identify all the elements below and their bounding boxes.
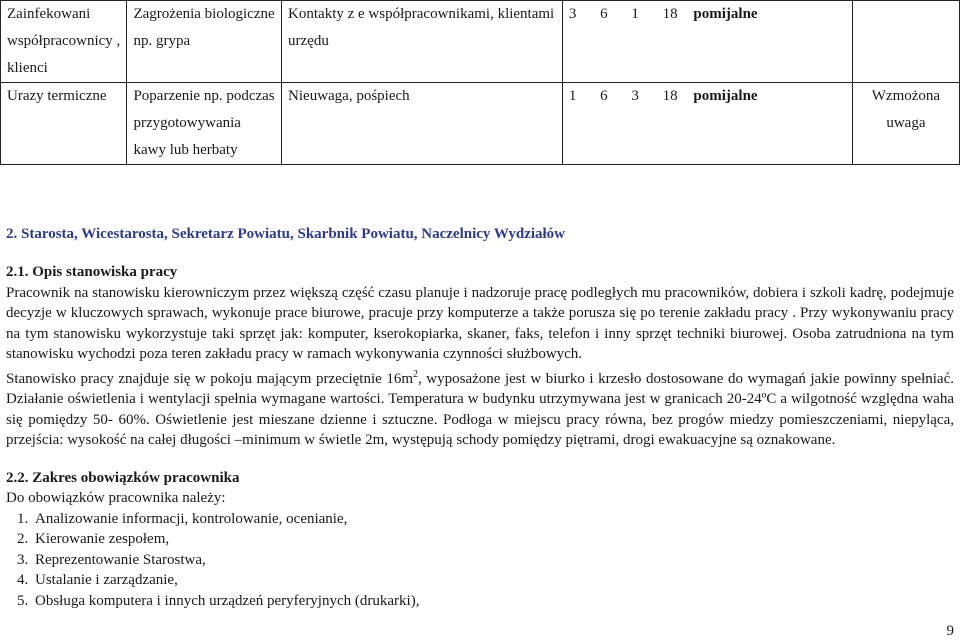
score-value: 1 xyxy=(631,6,639,22)
score-value: 3 xyxy=(631,88,639,104)
list-item: 4. Ustalanie i zarządzanie, xyxy=(32,570,954,591)
hazard-cell: Poparzenie np. podczas przygotowywania kawy lub herbaty xyxy=(127,83,282,165)
measures-cell xyxy=(852,1,959,83)
list-intro: Do obowiązków pracownika należy: xyxy=(6,490,226,506)
list-item: 5. Obsługa komputera i innych urządzeń peryferyjnych (drukarki), xyxy=(32,591,954,612)
risk-table xyxy=(0,0,960,165)
subsection-heading: 2.2. Zakres obowiązków pracownika xyxy=(6,469,240,486)
document-body xyxy=(6,262,954,611)
section-title: 2. Starosta, Wicestarosta, Sekretarz Powiatu, Skarbnik Powiatu, Naczelnicy Wydziałów xyxy=(6,226,566,242)
table-row xyxy=(1,83,960,165)
risk-score-cell xyxy=(562,1,852,83)
risk-status: pomijalne xyxy=(693,88,758,104)
score-value: 3 xyxy=(568,6,577,22)
paragraph: Pracownik na stanowisku kierowniczym przez większą część czasu planuje i nadzoruje pracę podległych mu pracowników, dobiera i szkoli kadrę, podejmuje decyzje w kluczowych sprawach, wykonuje prace biurowe, pracuje przy komputerze a także porusza się po terenie zakładu pracy . Przy wykonywaniu pracy na tym stanowisku wykorzystuje taki sprzęt jak: komputer, kserokopiarka, skaner, faks, telefon i inny sprzęt techniki biurowej. Osoba zatrudniona na tym stanowisku wychodzi poza teren zakładu pracy w ramach wykonywania czynności służbowych. xyxy=(6,284,954,362)
list-item: 2. Kierowanie zespołem, xyxy=(32,529,954,550)
hazard-cell: Zagrożenia biologiczne np. grypa xyxy=(127,1,282,83)
hazard-source-cell: Zainfekowani współpracownicy , klienci xyxy=(1,1,127,83)
measures-cell: Wzmożona uwaga xyxy=(852,83,959,165)
score-total: 18 xyxy=(662,6,678,22)
paragraph-text: , wyposażone jest w biurko i krzesło dostosowane do wymagań jakie powinny spełniać. Działanie oświetlenia i wentylacji spełnia wymagane wartości. Temperatura w budynku utrzymywana jest w granicach 20-24ºC a wilgotność względna waha się pomiędzy 50- 60%. Oświetlenie jest mieszane dzienne i sztuczne. Podłoga w miejscu pracy równa, bez progów miedzy pomieszczeniami, niepyląca, przejścia: wysokość na całej długości –minimum w świetle 2m, występują schody pomiędzy piętrami, drogi ewakuacyjne są oznakowane. xyxy=(6,370,954,448)
page-number: 9 xyxy=(946,623,954,639)
score-total: 18 xyxy=(662,88,678,104)
risk-status: pomijalne xyxy=(693,6,758,22)
list-item: 1. Analizowanie informacji, kontrolowanie, ocenianie, xyxy=(32,509,954,530)
superscript: 2 xyxy=(413,368,419,380)
paragraph-text: Stanowisko pracy znajduje się w pokoju mającym przeciętnie 16m xyxy=(6,370,414,387)
hazard-source-cell: Urazy termiczne xyxy=(1,83,127,165)
score-value: 6 xyxy=(600,88,608,104)
score-value: 1 xyxy=(568,88,577,104)
risk-score-cell xyxy=(562,83,852,165)
list-item: 3. Reprezentowanie Starostwa, xyxy=(32,550,954,571)
score-value: 6 xyxy=(600,6,608,22)
cause-cell: Kontakty z e współpracownikami, klientami urzędu xyxy=(282,1,563,83)
cause-cell: Nieuwaga, pośpiech xyxy=(282,83,563,165)
paragraph xyxy=(6,365,954,451)
table-row xyxy=(1,1,960,83)
subsection-heading: 2.1. Opis stanowiska pracy xyxy=(6,264,178,280)
duties-list xyxy=(6,509,954,612)
